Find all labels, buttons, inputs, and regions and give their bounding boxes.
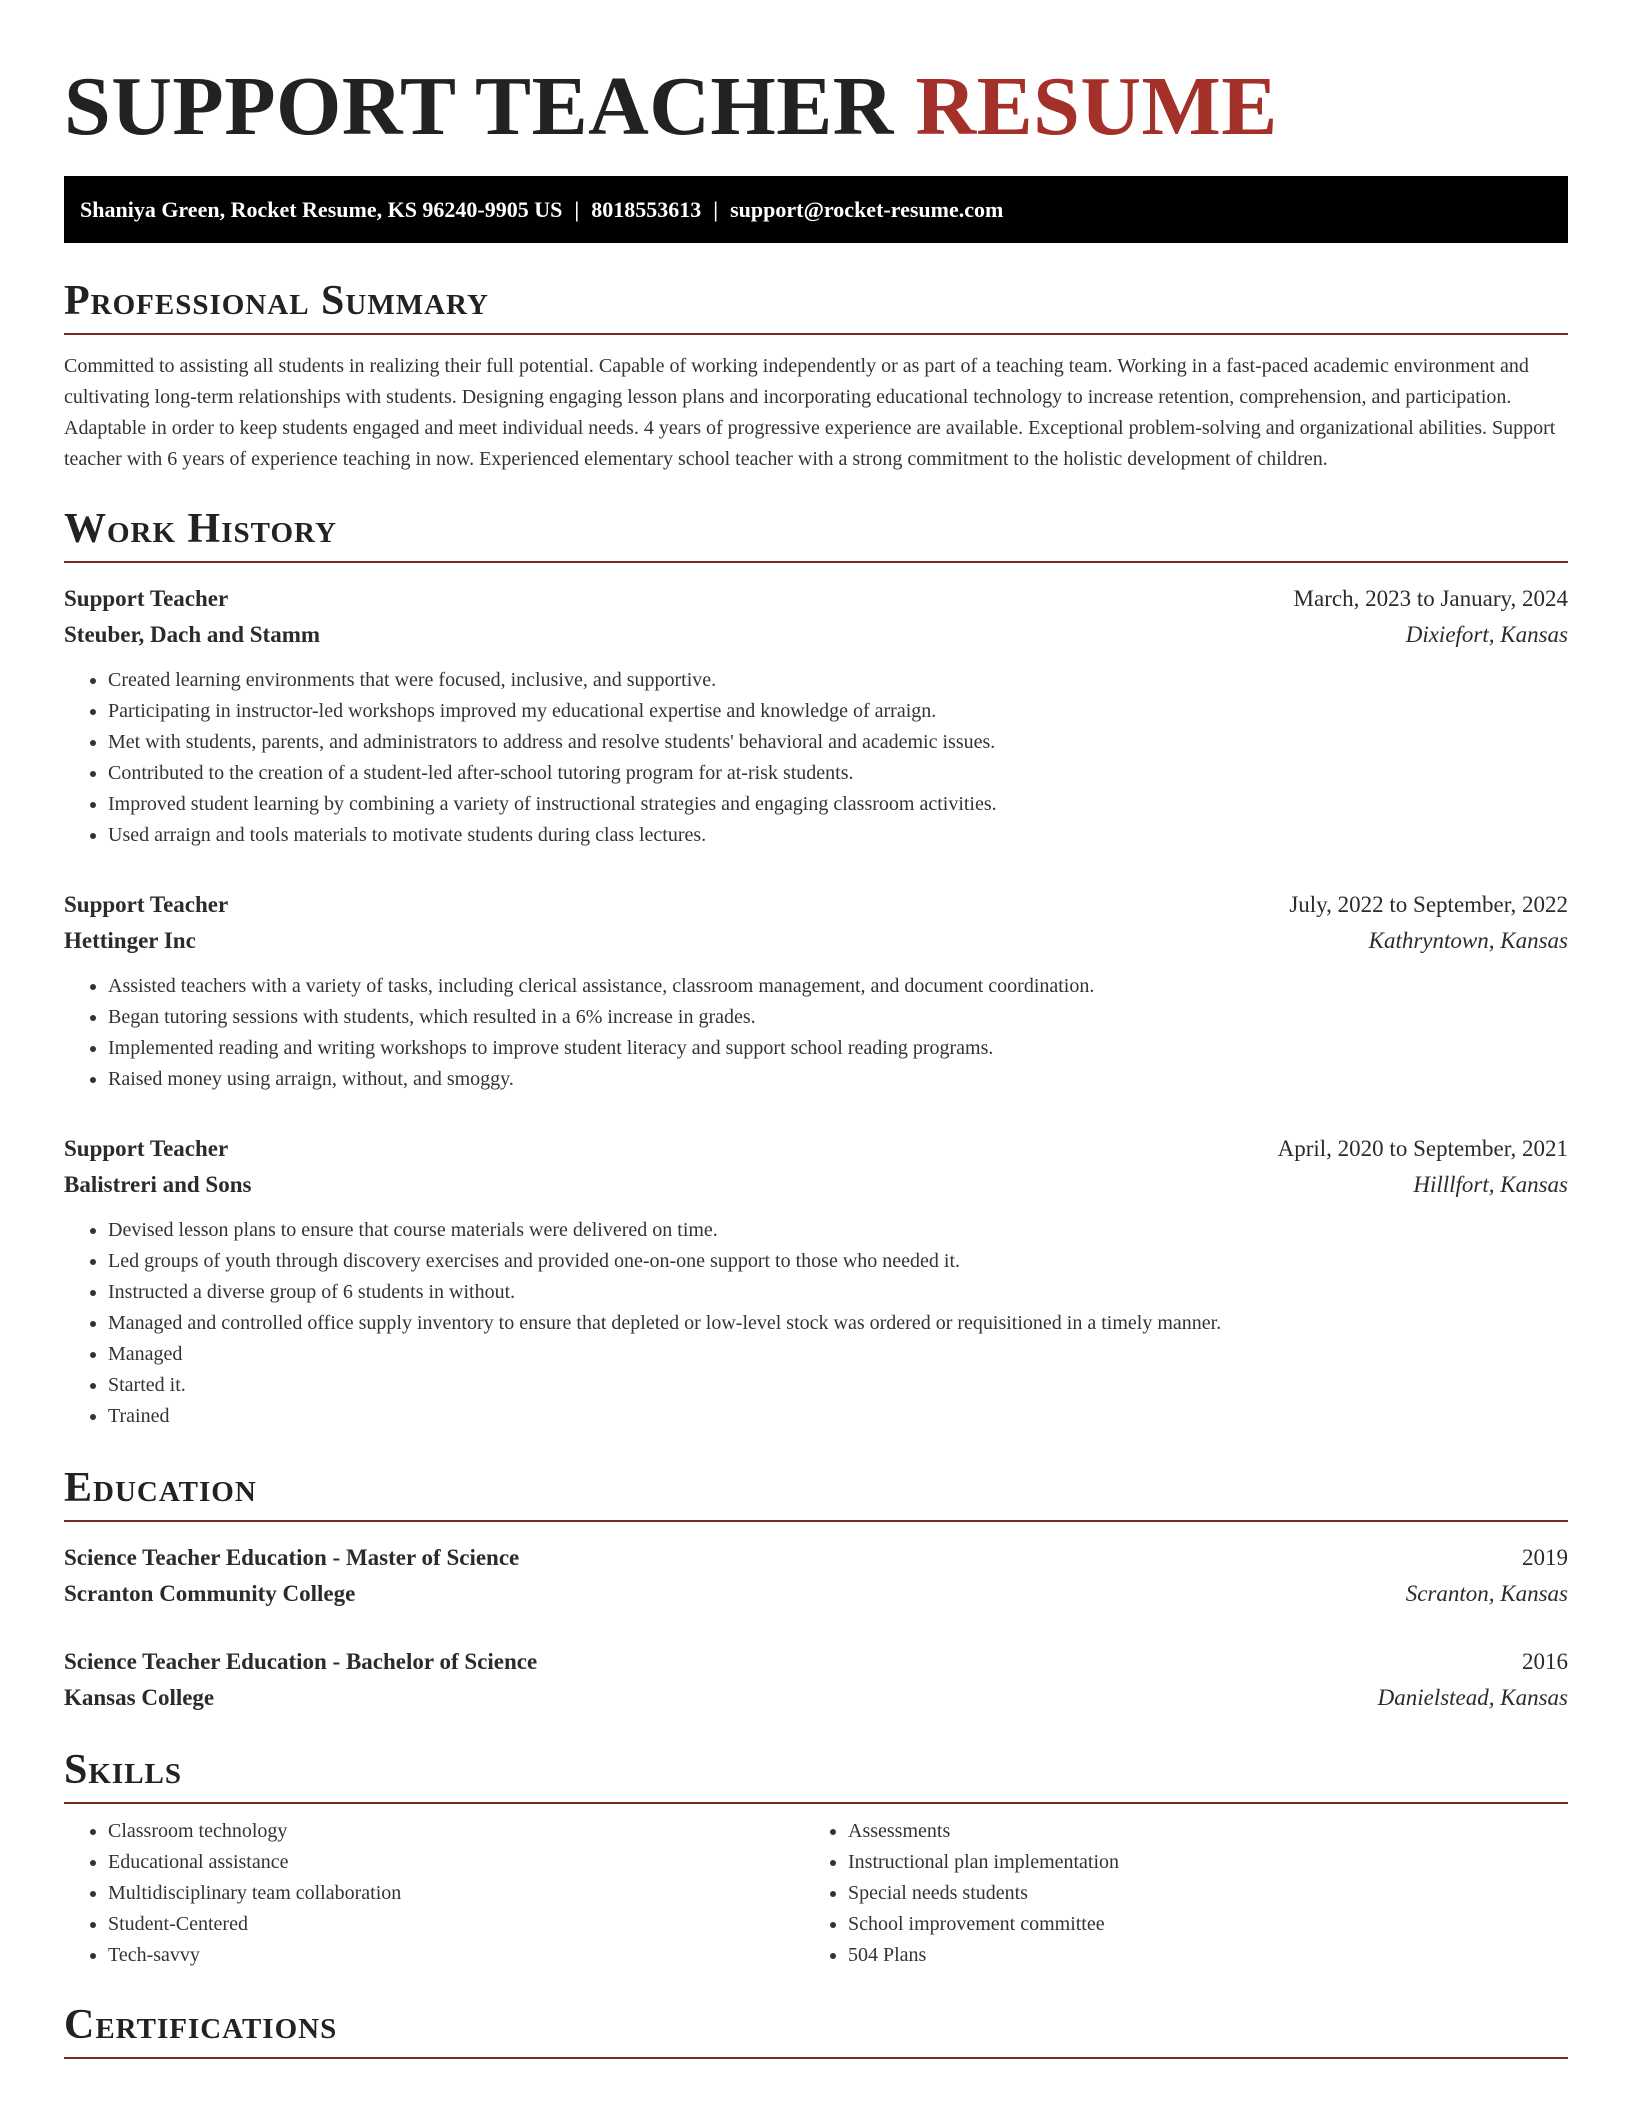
job-entry <box>64 887 1568 1095</box>
resume-page <box>64 0 1568 2059</box>
education-school: Kansas College <box>64 1685 215 1710</box>
job-company: Steuber, Dach and Stamm <box>64 622 321 647</box>
skill-item: • Educational assistance <box>108 1847 804 1878</box>
education-year: 2016 <box>1522 1649 1568 1674</box>
skill-item: • School improvement committee <box>848 1909 1544 1940</box>
job-bullets <box>64 971 1568 1095</box>
skills-section <box>64 1742 1568 1971</box>
skill-item: • Assessments <box>848 1816 1544 1847</box>
job-bullet: • Managed and controlled office supply inventory to ensure that depleted or low-level stock was ordered or requisitioned in a timely manner. <box>108 1308 1568 1339</box>
skill-item: • Multidisciplinary team collaboration <box>108 1878 804 1909</box>
job-title: Support Teacher <box>64 1136 229 1161</box>
contact-bar <box>64 176 1568 243</box>
job-company: Balistreri and Sons <box>64 1172 252 1197</box>
summary-text: Committed to assisting all students in realizing their full potential. Capable of working independently or as part of a teaching team. Working in a fast-paced academic environment and cultivating long-term relationships with students. Designing engaging lesson plans and incorporating educational technology to increase retention, comprehension, and participation. Adaptable in order to keep students engaged and meet individual needs. 4 years of progressive experience are available. Exceptional problem-solving and organizational abilities. Support teacher with 6 years of experience teaching in now. Experienced elementary school teacher with a strong commitment to the holistic development of children. <box>64 355 1556 470</box>
contact-email[interactable]: support@rocket-resume.com <box>730 197 1004 222</box>
skills-columns <box>64 1816 1568 1971</box>
certifications-heading: Certifications <box>64 1997 1568 2059</box>
contact-address: Shaniya Green, Rocket Resume, KS 96240-9905 US <box>80 197 563 222</box>
education-location: Scranton, Kansas <box>1405 1581 1568 1606</box>
job-dates: March, 2023 to January, 2024 <box>1293 586 1568 611</box>
work-history-heading: Work History <box>64 501 1568 563</box>
job-entry <box>64 581 1568 851</box>
job-location: Hilllfort, Kansas <box>1413 1172 1568 1197</box>
education-degree: Science Teacher Education - Bachelor of Science <box>64 1649 538 1674</box>
job-company: Hettinger Inc <box>64 928 196 953</box>
education-year: 2019 <box>1522 1545 1568 1570</box>
job-location: Kathryntown, Kansas <box>1368 928 1568 953</box>
education-entry <box>64 1644 1568 1716</box>
skills-heading: Skills <box>64 1742 1568 1804</box>
job-bullet: • Used arraign and tools materials to motivate students during class lectures. <box>108 820 1568 851</box>
job-bullet: • Devised lesson plans to ensure that course materials were delivered on time. <box>108 1215 1568 1246</box>
certifications-section <box>64 1997 1568 2059</box>
skill-item: • Classroom technology <box>108 1816 804 1847</box>
skill-item: • Instructional plan implementation <box>848 1847 1544 1878</box>
summary-heading: Professional Summary <box>64 273 1568 335</box>
skill-item: • Special needs students <box>848 1878 1544 1909</box>
job-bullet: • Began tutoring sessions with students, which resulted in a 6% increase in grades. <box>108 1002 1568 1033</box>
job-title: Support Teacher <box>64 586 229 611</box>
job-bullet: • Created learning environments that were focused, inclusive, and supportive. <box>108 665 1568 696</box>
job-bullet: • Managed <box>108 1339 1568 1370</box>
education-section <box>64 1460 1568 1716</box>
skill-item: • Student-Centered <box>108 1909 804 1940</box>
contact-separator: | <box>713 197 719 222</box>
title-accent: RESUME <box>915 60 1278 153</box>
job-bullet: • Trained <box>108 1401 1568 1432</box>
job-bullet: • Led groups of youth through discovery exercises and provided one-on-one support to those who needed it. <box>108 1246 1568 1277</box>
job-location: Dixiefort, Kansas <box>1405 622 1568 647</box>
job-bullet: • Instructed a diverse group of 6 students in without. <box>108 1277 1568 1308</box>
job-bullet: • Improved student learning by combining a variety of instructional strategies and engaging classroom activities. <box>108 789 1568 820</box>
job-dates: July, 2022 to September, 2022 <box>1289 892 1568 917</box>
job-entry <box>64 1131 1568 1432</box>
job-title: Support Teacher <box>64 892 229 917</box>
contact-separator: | <box>574 197 580 222</box>
education-heading: Education <box>64 1460 1568 1522</box>
contact-phone: 8018553613 <box>591 197 702 222</box>
skill-item: • Tech-savvy <box>108 1940 804 1971</box>
skills-list-left <box>64 1816 804 1971</box>
education-school: Scranton Community College <box>64 1581 356 1606</box>
job-bullet: • Started it. <box>108 1370 1568 1401</box>
education-degree: Science Teacher Education - Master of Science <box>64 1545 520 1570</box>
job-bullet: • Raised money using arraign, without, and smoggy. <box>108 1064 1568 1095</box>
job-bullet: • Participating in instructor-led workshops improved my educational expertise and knowledge of arraign. <box>108 696 1568 727</box>
title-main: SUPPORT TEACHER <box>64 60 894 153</box>
job-bullets <box>64 665 1568 851</box>
job-bullets <box>64 1215 1568 1432</box>
education-entry <box>64 1540 1568 1612</box>
work-history-section <box>64 501 1568 1432</box>
skill-item: • 504 Plans <box>848 1940 1544 1971</box>
resume-title <box>64 0 1568 156</box>
job-bullet: • Assisted teachers with a variety of tasks, including clerical assistance, classroom management, and document coordination. <box>108 971 1568 1002</box>
job-bullet: • Met with students, parents, and administrators to address and resolve students' behavioral and academic issues. <box>108 727 1568 758</box>
education-location: Danielstead, Kansas <box>1377 1685 1568 1710</box>
job-dates: April, 2020 to September, 2021 <box>1277 1136 1568 1161</box>
job-bullet: • Contributed to the creation of a student-led after-school tutoring program for at-risk students. <box>108 758 1568 789</box>
skills-list-right <box>804 1816 1544 1971</box>
summary-section <box>64 273 1568 475</box>
job-bullet: • Implemented reading and writing workshops to improve student literacy and support school reading programs. <box>108 1033 1568 1064</box>
